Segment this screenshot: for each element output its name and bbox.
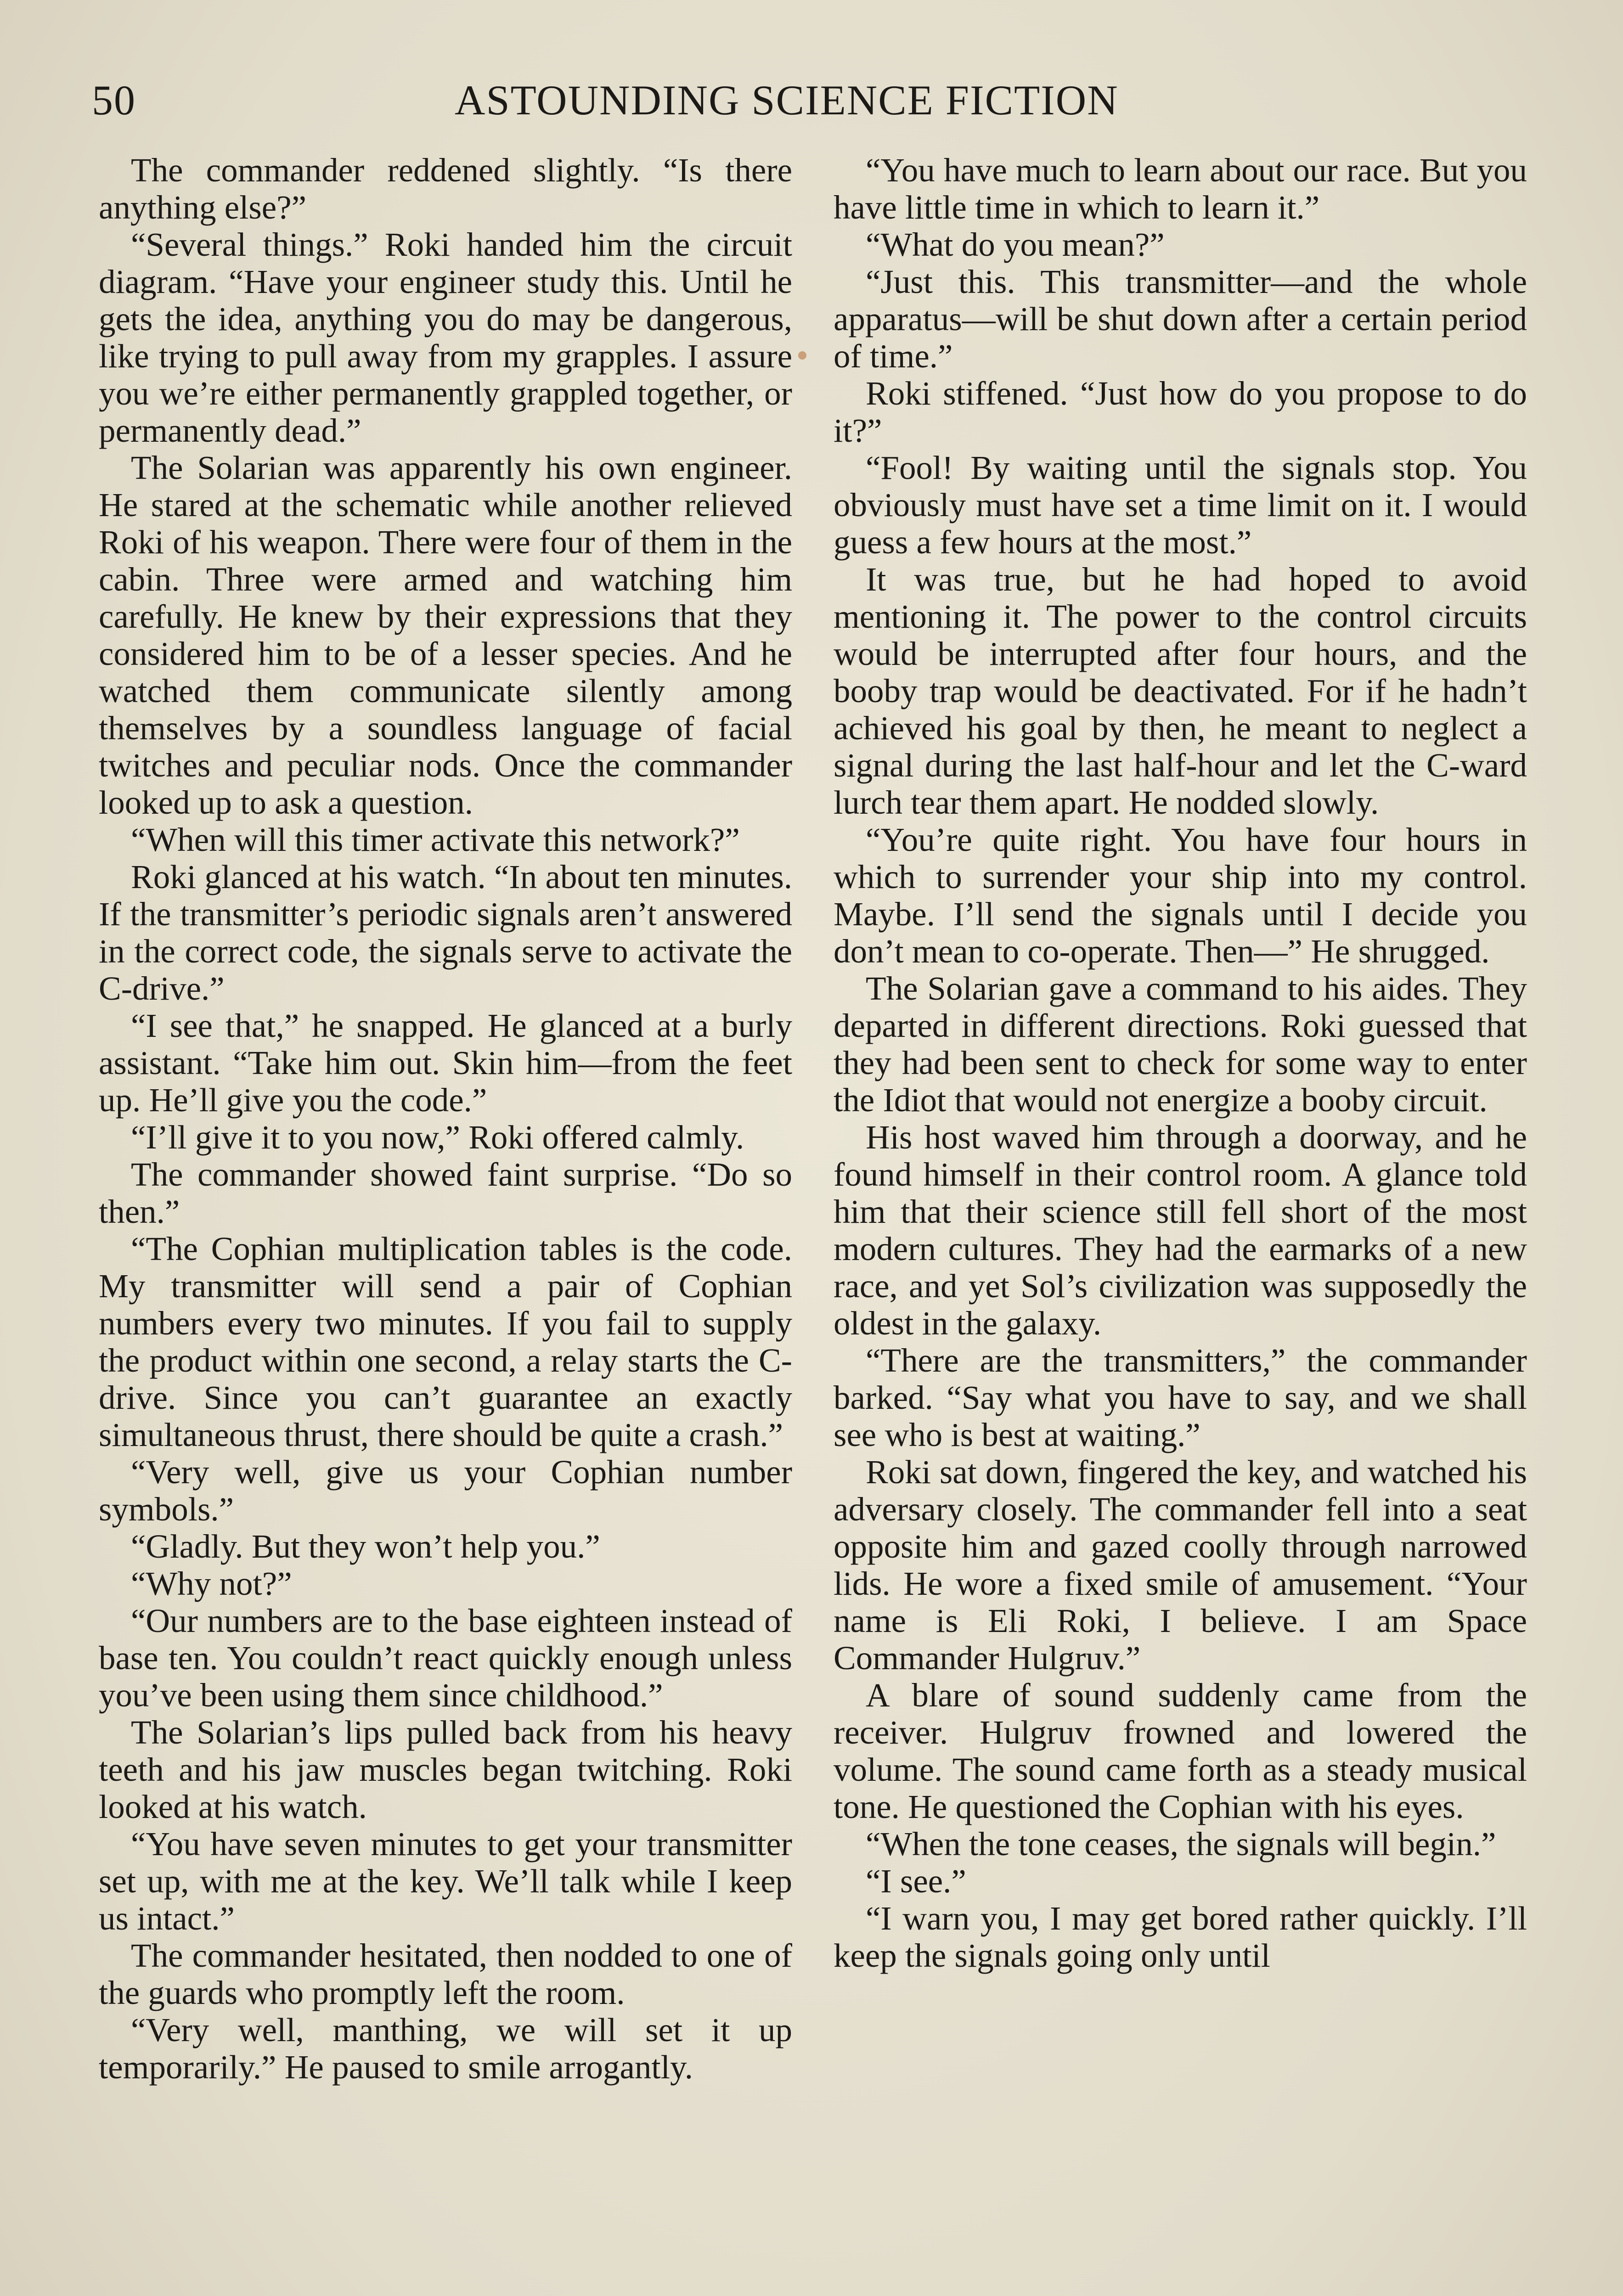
- paragraph: The Solarian’s lips pulled back from his heavy teeth and his jaw muscles began twitching. Roki looked at his watch.: [99, 1714, 792, 1825]
- paragraph: The Solarian was apparently his own engineer. He stared at the schematic while another relieved Roki of his weapon. There were four of them in the cabin. Three were armed and watching him carefully. He knew by their expressions that they considered him to be of a lesser species. And he watched them communicate silently among themselves by a soundless language of facial twitches and peculiar nods. Once the commander looked up to ask a question.: [99, 449, 792, 821]
- paragraph: “Our numbers are to the base eighteen instead of base ten. You couldn’t react quickly enough unless you’ve been using them since childhood.”: [99, 1602, 792, 1714]
- paragraph: The commander reddened slightly. “Is there anything else?”: [99, 152, 792, 226]
- paragraph: “I see.”: [866, 1863, 966, 1900]
- paragraph: His host waved him through a doorway, and he found himself in their control room. A glance told him that their science still fell short of the most modern cultures. They had the earmarks of a new race, and yet Sol’s civilization was supposedly the oldest in the galaxy.: [834, 1119, 1527, 1342]
- paragraph: “When the tone ceases, the signals will begin.”: [866, 1825, 1496, 1863]
- paragraph: The commander hesitated, then nodded to one of the guards who promptly left the room.: [99, 1937, 792, 2011]
- paragraph: Roki glanced at his watch. “In about ten minutes. If the transmitter’s periodic signals aren’t answered in the correct code, the signals serve to activate the C-drive.”: [99, 858, 792, 1007]
- right-column: [834, 152, 1527, 1974]
- paragraph: “The Cophian multiplication tables is the code. My transmitter will send a pair of Cophian numbers every two minutes. If you fail to supply the product within one second, a relay starts the C-drive. Since you can’t guarantee an exactly simultaneous thrust, there should be quite a crash.”: [99, 1230, 792, 1453]
- paragraph: It was true, but he had hoped to avoid mentioning it. The power to the control circuits would be interrupted after four hours, and the booby trap would be deactivated. For if he hadn’t achieved his goal by then, he meant to neglect a signal during the last half-hour and let the C-ward lurch tear them apart. He nodded slowly.: [834, 561, 1527, 821]
- paragraph: Roki stiffened. “Just how do you propose to do it?”: [834, 375, 1527, 449]
- running-title: ASTOUNDING SCIENCE FICTION: [455, 77, 1119, 124]
- paragraph: “I’ll give it to you now,” Roki offered calmly.: [131, 1119, 744, 1156]
- paragraph: The commander showed faint surprise. “Do so then.”: [99, 1156, 792, 1230]
- paragraph: “Just this. This transmitter—and the whole apparatus—will be shut down after a certain period of time.”: [834, 263, 1527, 375]
- paragraph: “Why not?”: [131, 1565, 292, 1602]
- page-header: [92, 76, 1531, 131]
- paragraph: “When will this timer activate this network?”: [131, 821, 740, 858]
- paragraph: “I see that,” he snapped. He glanced at a burly assistant. “Take him out. Skin him—from the feet up. He’ll give you the code.”: [99, 1007, 792, 1119]
- paragraph: “You have much to learn about our race. But you have little time in which to learn it.”: [834, 152, 1527, 226]
- paragraph: “You have seven minutes to get your transmitter set up, with me at the key. We’ll talk while I keep us intact.”: [99, 1825, 792, 1937]
- paragraph: Roki sat down, fingered the key, and watched his adversary closely. The commander fell into a seat opposite him and gazed coolly through narrowed lids. He wore a fixed smile of amusement. “Your name is Eli Roki, I believe. I am Space Commander Hulgruv.”: [834, 1453, 1527, 1677]
- paragraph: “There are the transmitters,” the commander barked. “Say what you have to say, and we shall see who is best at waiting.”: [834, 1342, 1527, 1453]
- paragraph: “Very well, give us your Cophian number symbols.”: [99, 1453, 792, 1528]
- paragraph: “You’re quite right. You have four hours in which to surrender your ship into my control. Maybe. I’ll send the signals until I decide you don’t mean to co-operate. Then—” He shrugged.: [834, 821, 1527, 970]
- paragraph: A blare of sound suddenly came from the receiver. Hulgruv frowned and lowered the volume. The sound came forth as a steady musical tone. He questioned the Cophian with his eyes.: [834, 1677, 1527, 1825]
- paragraph: “What do you mean?”: [866, 226, 1165, 263]
- paragraph: “Very well, manthing, we will set it up temporarily.” He paused to smile arrogantly.: [99, 2011, 792, 2086]
- print-speck: [798, 351, 806, 360]
- paragraph: “Fool! By waiting until the signals stop. You obviously must have set a time limit on it. I would guess a few hours at the most.”: [834, 449, 1527, 561]
- paragraph: “I warn you, I may get bored rather quickly. I’ll keep the signals going only until: [834, 1900, 1527, 1974]
- paragraph: “Several things.” Roki handed him the circuit diagram. “Have your engineer study this. Until he gets the idea, anything you do may be dangerous, like trying to pull away from my grapples. I assure you we’re either permanently grappled together, or permanently dead.”: [99, 226, 792, 449]
- paragraph: “Gladly. But they won’t help you.”: [131, 1528, 600, 1565]
- left-column: [99, 152, 792, 2086]
- paragraph: The Solarian gave a command to his aides. They departed in different directions. Roki guessed that they had been sent to check for some way to enter the Idiot that would not energize a booby circuit.: [834, 970, 1527, 1119]
- page-number: 50: [92, 77, 136, 124]
